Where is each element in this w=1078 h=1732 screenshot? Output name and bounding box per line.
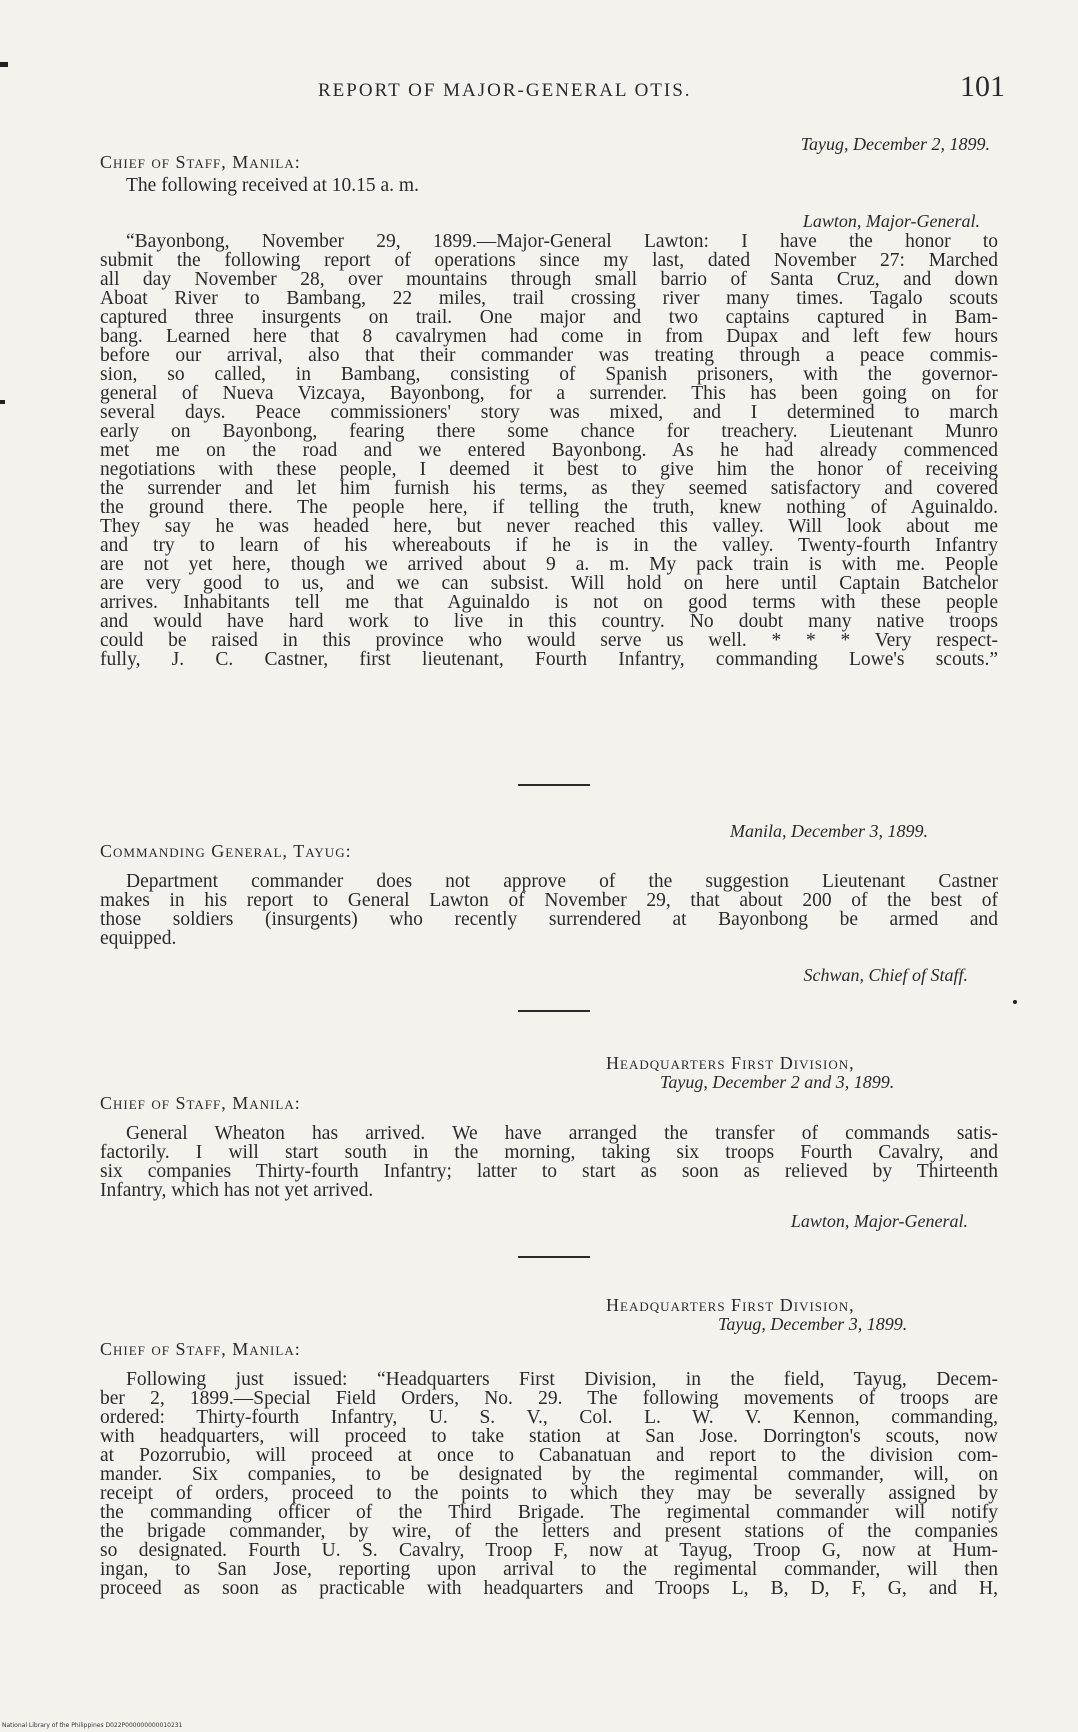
text-line: the commanding officer of the Third Brigade. The regimental commander will notify [100,1502,998,1523]
section-divider [518,1256,590,1258]
telegram-3-signature-block [100,1212,998,1231]
intro-line: The following received at 10.15 a. m. [126,175,419,196]
telegram-3-body [100,1124,998,1200]
text-line: fully, J. C. Castner, first lieutenant, Fourth Infantry, commanding Lowe's scouts.” [100,649,998,670]
page-number: 101 [960,70,1005,103]
telegram-4-body [100,1370,998,1598]
text-line: General Wheaton has arrived. We have arranged the transfer of commands satis- [126,1123,998,1144]
telegram-2-signature-block [100,966,998,985]
text-line: and try to learn of his whereabouts if he is in the valley. Twenty-fourth Infantry [100,535,998,556]
telegram-2-addressee-block [100,842,998,861]
addressee: Chief of Staff, Manila: [100,152,301,172]
text-line: receipt of orders, proceed to the points to which they may be severally assigned by [100,1483,998,1504]
text-line: proceed as soon as practicable with headquarters and Troops L, B, D, F, G, and H, [100,1578,998,1599]
text-line: submit the following report of operations since my last, dated November 27: Marched [100,250,998,271]
signature: Lawton, Major-General. [802,211,980,231]
signature: Schwan, Chief of Staff. [803,965,968,985]
telegram-4-header [100,1296,998,1334]
text-line: Following just issued: “Headquarters First Division, in the field, Tayug, Decem- [126,1369,998,1390]
headquarters-line: Headquarters First Division, [606,1295,855,1315]
addressee: Chief of Staff, Manila: [100,1339,301,1359]
section-divider [518,784,590,786]
text-line: factorily. I will start south in the morning, taking six troops Fourth Cavalry, and [100,1142,998,1163]
telegram-2-body [100,872,998,948]
section-divider [518,1010,590,1012]
text-line: arrives. Inhabitants tell me that Aguinaldo is not on good terms with these people [100,592,998,613]
place-date: Manila, December 3, 1899. [730,821,928,841]
library-footer: National Library of the Philippines D022P000000000010231 [2,1722,183,1729]
scan-speck [1013,1000,1017,1004]
page-header [100,70,1005,118]
text-line: ordered: Thirty-fourth Infantry, U. S. V., Col. L. W. V. Kennon, commanding, [100,1407,998,1428]
text-line: negotiations with these people, I deemed it best to give him the honor of receiving [100,459,998,480]
telegram-3-header [100,1054,998,1092]
text-line: early on Bayonbong, fearing there some chance for treachery. Lieutenant Munro [100,421,998,442]
place-date: Tayug, December 3, 1899. [718,1314,908,1334]
running-title: REPORT OF MAJOR-GENERAL OTIS. [318,80,692,101]
telegram-2-header [100,822,998,841]
text-line: bang. Learned here that 8 cavalrymen had come in from Dupax and left few hours [100,326,998,347]
telegram-4-addressee-block [100,1340,998,1359]
text-line: the ground there. The people here, if telling the truth, knew nothing of Aguinaldo. [100,497,998,518]
text-line: mander. Six companies, to be designated by the regimental commander, will, on [100,1464,998,1485]
text-line: those soldiers (insurgents) who recently surrendered at Bayonbong be armed and [100,909,998,930]
addressee: Chief of Staff, Manila: [100,1093,301,1113]
scan-edge-mark [0,400,5,404]
text-line: before our arrival, also that their commander was treating through a peace commis- [100,345,998,366]
text-line: Department commander does not approve of the suggestion Lieutenant Castner [126,871,998,892]
scan-edge-mark [0,62,8,67]
headquarters-line: Headquarters First Division, [606,1053,855,1073]
text-line: ingan, to San Jose, reporting upon arrival to the regimental commander, will then [100,1559,998,1580]
signature: Lawton, Major-General. [790,1211,968,1231]
text-line: ber 2, 1899.—Special Field Orders, No. 29. The following movements of troops are [100,1388,998,1409]
text-line: “Bayonbong, November 29, 1899.—Major-General Lawton: I have the honor to [126,231,998,252]
telegram-1-addressee-block [100,153,998,195]
text-line: general of Nueva Vizcaya, Bayonbong, for a surrender. This has been going on for [100,383,998,404]
text-line: the surrender and let him furnish his terms, as they seemed satisfactory and covered [100,478,998,499]
place-date: Tayug, December 2 and 3, 1899. [660,1072,895,1092]
text-line: and would have hard work to live in this country. No doubt many native troops [100,611,998,632]
text-line: Aboat River to Bambang, 22 miles, trail crossing river many times. Tagalo scouts [100,288,998,309]
text-line: Infantry, which has not yet arrived. [100,1180,374,1201]
text-line: sion, so called, in Bambang, consisting of Spanish prisoners, with the governor- [100,364,998,385]
text-line: met me on the road and we entered Bayonbong. As he had already commenced [100,440,998,461]
text-line: so designated. Fourth U. S. Cavalry, Troop F, now at Tayug, Troop G, now at Hum- [100,1540,998,1561]
text-line: equipped. [100,928,177,949]
text-line: several days. Peace commissioners' story was mixed, and I determined to march [100,402,998,423]
text-line: the brigade commander, by wire, of the letters and present stations of the companies [100,1521,998,1542]
text-line: are very good to us, and we can subsist. Will hold on here until Captain Batchelor [100,573,998,594]
telegram-3-addressee-block [100,1094,998,1113]
text-line: are not yet here, though we arrived about 9 a. m. My pack train is with me. People [100,554,998,575]
text-line: all day November 28, over mountains through small barrio of Santa Cruz, and down [100,269,998,290]
text-line: six companies Thirty-fourth Infantry; latter to start as soon as relieved by Thirteenth [100,1161,998,1182]
text-line: They say he was headed here, but never reached this valley. Will look about me [100,516,998,537]
text-line: makes in his report to General Lawton of November 29, that about 200 of the best of [100,890,998,911]
telegram-1-body [100,232,998,669]
text-line: captured three insurgents on trail. One major and two captains captured in Bam- [100,307,998,328]
telegram-1-signature-block [100,212,998,231]
text-line: at Pozorrubio, will proceed at once to Cabanatuan and report to the division com- [100,1445,998,1466]
text-line: could be raised in this province who would serve us well. * * * Very respect- [100,630,998,651]
addressee: Commanding General, Tayug: [100,841,352,861]
text-line: with headquarters, will proceed to take station at San Jose. Dorrington's scouts, now [100,1426,998,1447]
place-date: Tayug, December 2, 1899. [800,134,990,154]
